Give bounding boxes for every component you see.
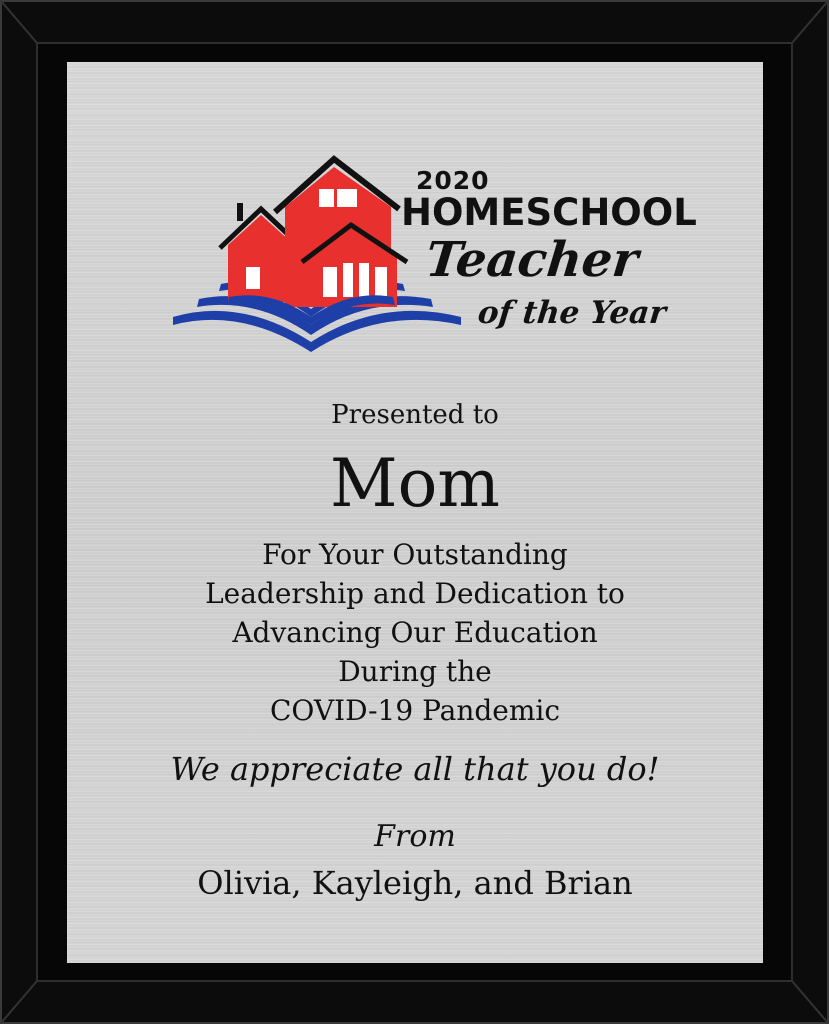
message-line: COVID-19 Pandemic [269, 694, 561, 727]
logo-year: 2020 [416, 166, 490, 195]
from-label: From [374, 819, 456, 854]
engraved-plate [67, 62, 763, 963]
logo-homeschool-text: HOMESCHOOL [401, 191, 697, 234]
presented-to-label: Presented to [331, 400, 499, 430]
signers-names: Olivia, Kayleigh, and Brian [197, 864, 633, 902]
message-line: Advancing Our Education [232, 616, 598, 649]
logo-teacher-text: Teacher [423, 232, 641, 288]
message-line: During the [338, 655, 492, 688]
logo-of-the-year-text: of the Year [476, 295, 668, 331]
appreciation-line: We appreciate all that you do! [170, 750, 660, 788]
message-line: Leadership and Dedication to [205, 577, 625, 610]
award-message [67, 535, 763, 730]
recipient-name: Mom [330, 445, 500, 522]
message-line: For Your Outstanding [262, 538, 568, 571]
